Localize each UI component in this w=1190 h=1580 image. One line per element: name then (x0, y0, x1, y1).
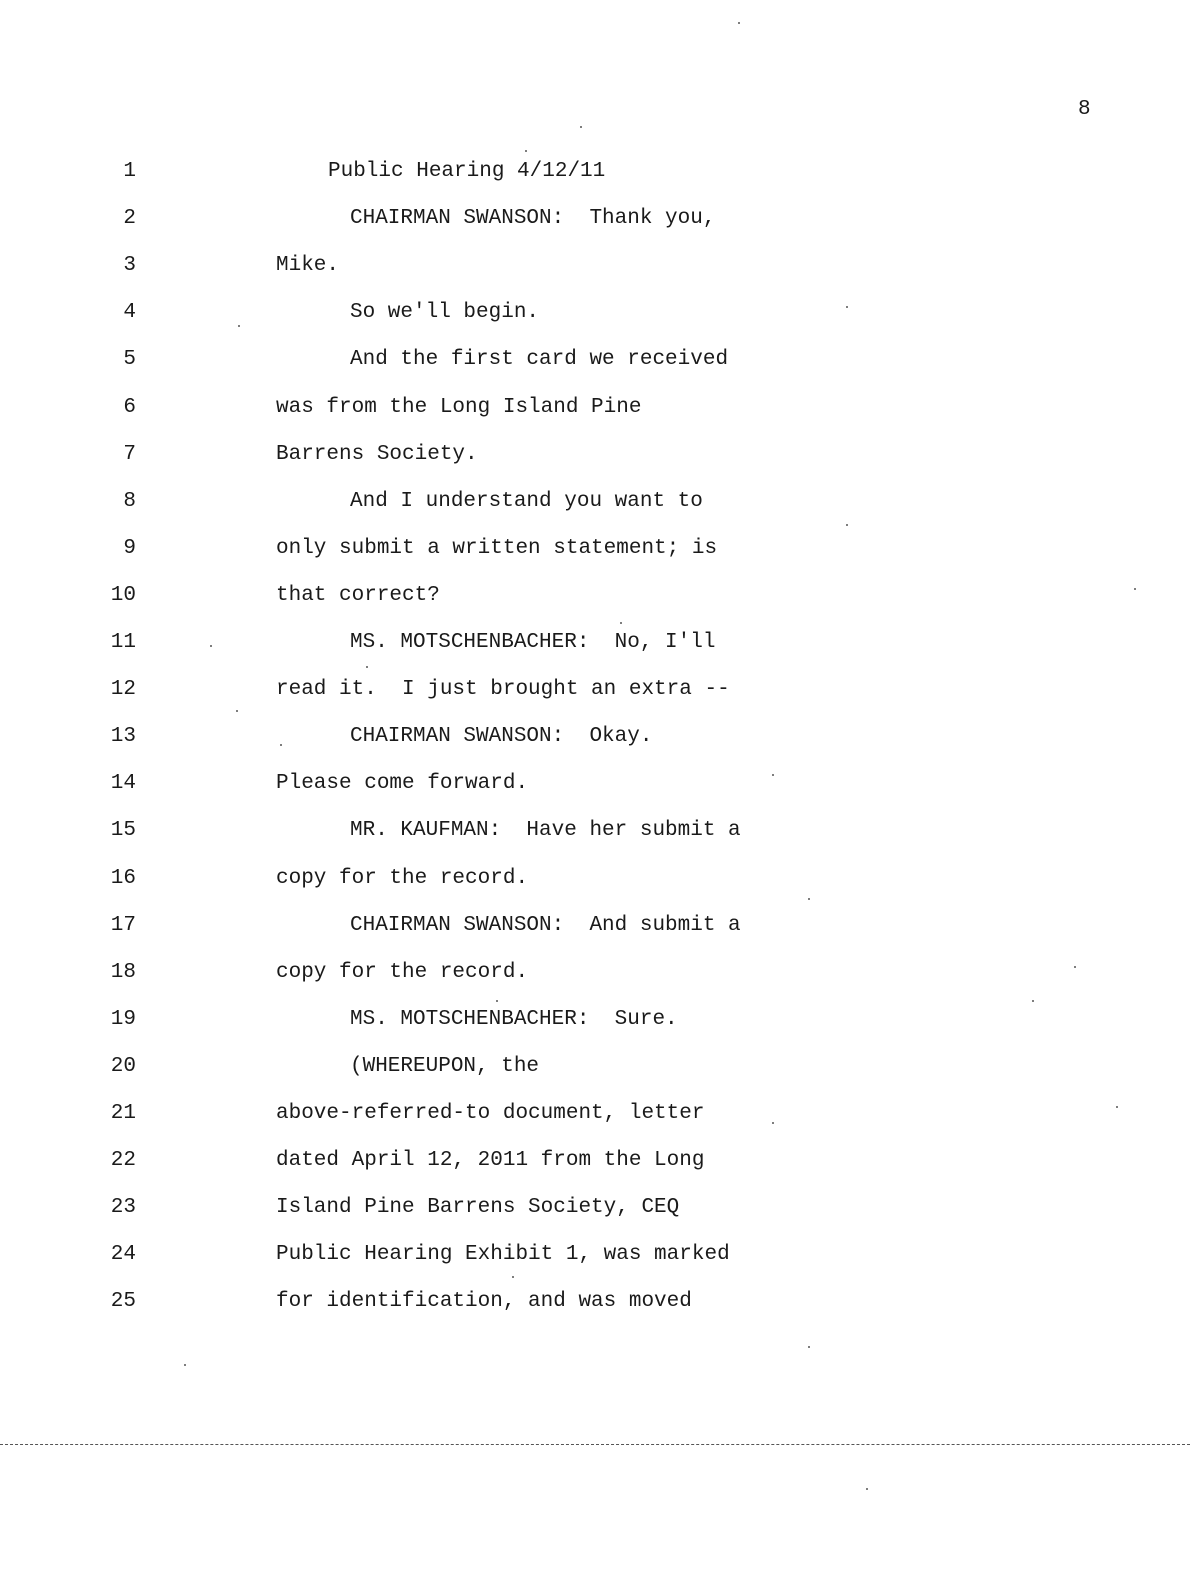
line-number: 2 (123, 207, 136, 230)
page-number: 8 (1078, 98, 1091, 121)
scan-speck (738, 22, 740, 24)
line-text: read it. I just brought an extra -- (276, 678, 730, 701)
line-text: MR. KAUFMAN: Have her submit a (350, 819, 741, 842)
line-text: Island Pine Barrens Society, CEQ (276, 1196, 680, 1219)
scan-speck (366, 666, 368, 668)
transcript-line (0, 1146, 1190, 1176)
line-number: 16 (110, 867, 136, 890)
line-text: that correct? (276, 584, 440, 607)
line-text: for identification, and was moved (276, 1290, 692, 1313)
scan-speck (808, 1346, 810, 1348)
line-number: 25 (110, 1290, 136, 1313)
scan-speck (512, 1276, 514, 1278)
transcript-line (0, 393, 1190, 423)
line-text: And the first card we received (350, 348, 729, 371)
line-number: 14 (110, 772, 136, 795)
scan-speck (620, 622, 622, 624)
line-number: 9 (123, 537, 136, 560)
transcript-line (0, 911, 1190, 941)
scan-speck (846, 524, 848, 526)
line-number: 5 (123, 348, 136, 371)
line-number: 10 (110, 584, 136, 607)
transcript-line (0, 204, 1190, 234)
transcript-line (0, 581, 1190, 611)
transcript-line (0, 298, 1190, 328)
scan-speck (496, 1000, 498, 1002)
line-number: 3 (123, 254, 136, 277)
line-text: MS. MOTSCHENBACHER: No, I'll (350, 631, 716, 654)
line-number: 1 (123, 160, 136, 183)
scan-speck (808, 898, 810, 900)
transcript-line (0, 487, 1190, 517)
transcript-line (0, 864, 1190, 894)
line-text: MS. MOTSCHENBACHER: Sure. (350, 1008, 678, 1031)
transcript-line (0, 1099, 1190, 1129)
line-text: So we'll begin. (350, 301, 540, 324)
line-text: CHAIRMAN SWANSON: And submit a (350, 914, 741, 937)
transcript-line (0, 722, 1190, 752)
scan-speck (236, 710, 238, 712)
line-number: 23 (110, 1196, 136, 1219)
line-number: 7 (123, 443, 136, 466)
transcript-line (0, 816, 1190, 846)
transcript-line (0, 628, 1190, 658)
line-text: CHAIRMAN SWANSON: Thank you, (350, 207, 716, 230)
line-number: 4 (123, 301, 136, 324)
scan-speck (1032, 1000, 1034, 1002)
transcript-line (0, 1240, 1190, 1270)
transcript-line (0, 958, 1190, 988)
line-text: was from the Long Island Pine (276, 396, 642, 419)
scan-speck (580, 126, 582, 128)
transcript-line (0, 157, 1190, 187)
transcript-line (0, 769, 1190, 799)
scan-speck (772, 1122, 774, 1124)
line-text: copy for the record. (276, 961, 529, 984)
line-text: dated April 12, 2011 from the Long (276, 1149, 705, 1172)
line-number: 12 (110, 678, 136, 701)
transcript-line (0, 675, 1190, 705)
transcript-line (0, 1005, 1190, 1035)
scan-speck (210, 645, 212, 647)
scan-speck (525, 150, 527, 152)
line-text: CHAIRMAN SWANSON: Okay. (350, 725, 653, 748)
line-number: 19 (110, 1008, 136, 1031)
line-text: Public Hearing 4/12/11 (328, 160, 606, 183)
line-text: Please come forward. (276, 772, 529, 795)
scan-speck (184, 1364, 186, 1366)
line-number: 21 (110, 1102, 136, 1125)
scan-speck (238, 325, 240, 327)
line-number: 6 (123, 396, 136, 419)
line-number: 20 (110, 1055, 136, 1078)
line-number: 13 (110, 725, 136, 748)
line-text: only submit a written statement; is (276, 537, 718, 560)
line-number: 15 (110, 819, 136, 842)
line-text: And I understand you want to (350, 490, 703, 513)
transcript-line (0, 251, 1190, 281)
transcript-line (0, 1193, 1190, 1223)
transcript-line (0, 1287, 1190, 1317)
line-number: 22 (110, 1149, 136, 1172)
line-number: 11 (110, 631, 136, 654)
scan-speck (1116, 1106, 1118, 1108)
line-text: Public Hearing Exhibit 1, was marked (276, 1243, 730, 1266)
scan-speck (846, 306, 848, 308)
line-number: 8 (123, 490, 136, 513)
line-text: (WHEREUPON, the (350, 1055, 540, 1078)
transcript-line (0, 440, 1190, 470)
line-text: Barrens Society. (276, 443, 478, 466)
line-text: copy for the record. (276, 867, 529, 890)
line-number: 24 (110, 1243, 136, 1266)
transcript-line (0, 534, 1190, 564)
scan-speck (1074, 966, 1076, 968)
scan-speck (1134, 588, 1136, 590)
line-number: 18 (110, 961, 136, 984)
transcript-line (0, 345, 1190, 375)
footer-rule (0, 1444, 1190, 1445)
scan-speck (772, 774, 774, 776)
scan-speck (280, 744, 282, 746)
line-text: Mike. (276, 254, 340, 277)
line-number: 17 (110, 914, 136, 937)
line-text: above-referred-to document, letter (276, 1102, 705, 1125)
scan-speck (866, 1488, 868, 1490)
transcript-line (0, 1052, 1190, 1082)
